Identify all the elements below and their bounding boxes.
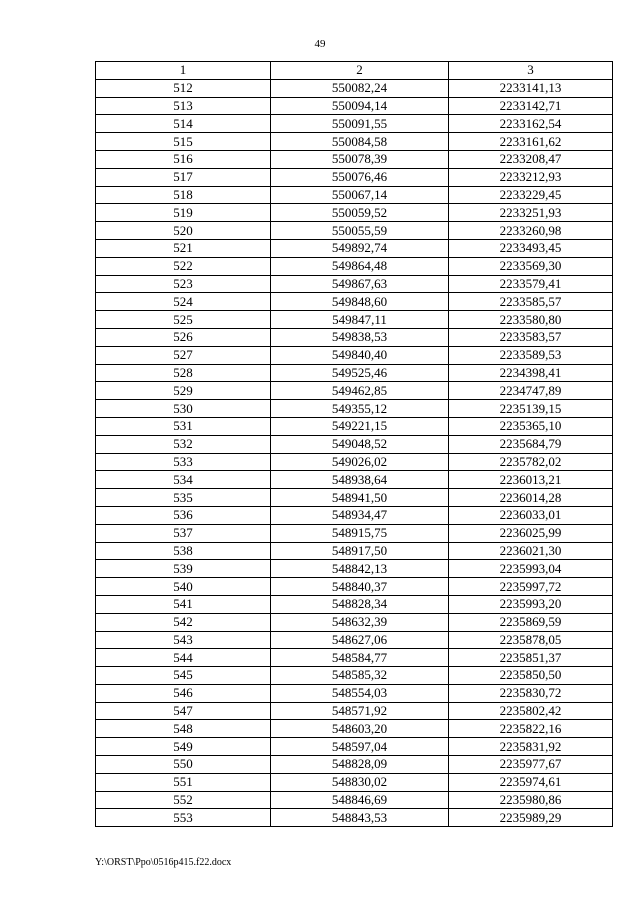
x-coordinate-cell: 550076,46 bbox=[271, 168, 449, 186]
x-coordinate-cell: 549462,85 bbox=[271, 382, 449, 400]
y-coordinate-cell: 2235782,02 bbox=[449, 453, 613, 471]
table-row bbox=[96, 204, 613, 222]
table-body bbox=[96, 79, 613, 826]
y-coordinate-cell: 2235977,67 bbox=[449, 756, 613, 774]
y-coordinate-cell: 2235831,92 bbox=[449, 738, 613, 756]
table-row bbox=[96, 702, 613, 720]
x-coordinate-cell: 548585,32 bbox=[271, 667, 449, 685]
y-coordinate-cell: 2236013,21 bbox=[449, 471, 613, 489]
point-number-cell: 515 bbox=[96, 133, 271, 151]
table-row bbox=[96, 382, 613, 400]
footer-file-path: Y:\ORST\Ppo\0516p415.f22.docx bbox=[95, 857, 232, 868]
y-coordinate-cell: 2233162,54 bbox=[449, 115, 613, 133]
x-coordinate-cell: 548597,04 bbox=[271, 738, 449, 756]
y-coordinate-cell: 2235365,10 bbox=[449, 417, 613, 435]
y-coordinate-cell: 2233569,30 bbox=[449, 257, 613, 275]
point-number-cell: 538 bbox=[96, 542, 271, 560]
x-coordinate-cell: 548584,77 bbox=[271, 649, 449, 667]
x-coordinate-cell: 549048,52 bbox=[271, 435, 449, 453]
y-coordinate-cell: 2233579,41 bbox=[449, 275, 613, 293]
y-coordinate-cell: 2233142,71 bbox=[449, 97, 613, 115]
point-number-cell: 551 bbox=[96, 773, 271, 791]
table-row bbox=[96, 738, 613, 756]
point-number-cell: 529 bbox=[96, 382, 271, 400]
y-coordinate-cell: 2236014,28 bbox=[449, 489, 613, 507]
table-row bbox=[96, 542, 613, 560]
x-coordinate-cell: 548941,50 bbox=[271, 489, 449, 507]
y-coordinate-cell: 2235878,05 bbox=[449, 631, 613, 649]
table-row bbox=[96, 364, 613, 382]
x-coordinate-cell: 550078,39 bbox=[271, 150, 449, 168]
x-coordinate-cell: 548571,92 bbox=[271, 702, 449, 720]
table-row bbox=[96, 79, 613, 97]
point-number-cell: 552 bbox=[96, 791, 271, 809]
x-coordinate-cell: 549864,48 bbox=[271, 257, 449, 275]
table-row bbox=[96, 453, 613, 471]
x-coordinate-cell: 548840,37 bbox=[271, 578, 449, 596]
page-number: 49 bbox=[314, 38, 326, 50]
y-coordinate-cell: 2233229,45 bbox=[449, 186, 613, 204]
x-coordinate-cell: 548915,75 bbox=[271, 524, 449, 542]
x-coordinate-cell: 549355,12 bbox=[271, 400, 449, 418]
y-coordinate-cell: 2235139,15 bbox=[449, 400, 613, 418]
x-coordinate-cell: 549848,60 bbox=[271, 293, 449, 311]
y-coordinate-cell: 2236025,99 bbox=[449, 524, 613, 542]
point-number-cell: 533 bbox=[96, 453, 271, 471]
y-coordinate-cell: 2233580,80 bbox=[449, 311, 613, 329]
y-coordinate-cell: 2233583,57 bbox=[449, 328, 613, 346]
x-coordinate-cell: 548846,69 bbox=[271, 791, 449, 809]
table-row bbox=[96, 222, 613, 240]
x-coordinate-cell: 549867,63 bbox=[271, 275, 449, 293]
y-coordinate-cell: 2233585,57 bbox=[449, 293, 613, 311]
point-number-cell: 544 bbox=[96, 649, 271, 667]
x-coordinate-cell: 548632,39 bbox=[271, 613, 449, 631]
x-coordinate-cell: 548627,06 bbox=[271, 631, 449, 649]
point-number-cell: 541 bbox=[96, 595, 271, 613]
table-row bbox=[96, 684, 613, 702]
column-header-1: 1 bbox=[96, 62, 271, 80]
point-number-cell: 520 bbox=[96, 222, 271, 240]
table-row bbox=[96, 489, 613, 507]
y-coordinate-cell: 2233589,53 bbox=[449, 346, 613, 364]
x-coordinate-cell: 548828,34 bbox=[271, 595, 449, 613]
table-row bbox=[96, 311, 613, 329]
table-row bbox=[96, 773, 613, 791]
y-coordinate-cell: 2233212,93 bbox=[449, 168, 613, 186]
point-number-cell: 523 bbox=[96, 275, 271, 293]
point-number-cell: 524 bbox=[96, 293, 271, 311]
point-number-cell: 521 bbox=[96, 239, 271, 257]
point-number-cell: 519 bbox=[96, 204, 271, 222]
table-row bbox=[96, 417, 613, 435]
table-row bbox=[96, 791, 613, 809]
x-coordinate-cell: 548938,64 bbox=[271, 471, 449, 489]
y-coordinate-cell: 2233141,13 bbox=[449, 79, 613, 97]
column-header-2: 2 bbox=[271, 62, 449, 80]
point-number-cell: 532 bbox=[96, 435, 271, 453]
point-number-cell: 546 bbox=[96, 684, 271, 702]
point-number-cell: 536 bbox=[96, 506, 271, 524]
point-number-cell: 527 bbox=[96, 346, 271, 364]
table-row bbox=[96, 346, 613, 364]
table-row bbox=[96, 275, 613, 293]
x-coordinate-cell: 548828,09 bbox=[271, 756, 449, 774]
table-row bbox=[96, 133, 613, 151]
table-row bbox=[96, 631, 613, 649]
x-coordinate-cell: 550082,24 bbox=[271, 79, 449, 97]
point-number-cell: 537 bbox=[96, 524, 271, 542]
table-row bbox=[96, 293, 613, 311]
x-coordinate-cell: 550094,14 bbox=[271, 97, 449, 115]
point-number-cell: 522 bbox=[96, 257, 271, 275]
table-row bbox=[96, 150, 613, 168]
table-row bbox=[96, 720, 613, 738]
y-coordinate-cell: 2233493,45 bbox=[449, 239, 613, 257]
y-coordinate-cell: 2235980,86 bbox=[449, 791, 613, 809]
point-number-cell: 549 bbox=[96, 738, 271, 756]
table-row bbox=[96, 667, 613, 685]
table-row bbox=[96, 595, 613, 613]
y-coordinate-cell: 2235684,79 bbox=[449, 435, 613, 453]
table-row bbox=[96, 471, 613, 489]
y-coordinate-cell: 2235989,29 bbox=[449, 809, 613, 827]
y-coordinate-cell: 2235993,04 bbox=[449, 560, 613, 578]
point-number-cell: 525 bbox=[96, 311, 271, 329]
x-coordinate-cell: 549847,11 bbox=[271, 311, 449, 329]
y-coordinate-cell: 2235802,42 bbox=[449, 702, 613, 720]
x-coordinate-cell: 550084,58 bbox=[271, 133, 449, 151]
point-number-cell: 513 bbox=[96, 97, 271, 115]
y-coordinate-cell: 2235822,16 bbox=[449, 720, 613, 738]
x-coordinate-cell: 548842,13 bbox=[271, 560, 449, 578]
point-number-cell: 530 bbox=[96, 400, 271, 418]
x-coordinate-cell: 550067,14 bbox=[271, 186, 449, 204]
point-number-cell: 548 bbox=[96, 720, 271, 738]
point-number-cell: 512 bbox=[96, 79, 271, 97]
y-coordinate-cell: 2235830,72 bbox=[449, 684, 613, 702]
y-coordinate-cell: 2233251,93 bbox=[449, 204, 613, 222]
table-row bbox=[96, 560, 613, 578]
point-number-cell: 534 bbox=[96, 471, 271, 489]
table-row bbox=[96, 613, 613, 631]
point-number-cell: 542 bbox=[96, 613, 271, 631]
point-number-cell: 516 bbox=[96, 150, 271, 168]
table-row bbox=[96, 257, 613, 275]
table-row bbox=[96, 328, 613, 346]
x-coordinate-cell: 548934,47 bbox=[271, 506, 449, 524]
table-row bbox=[96, 578, 613, 596]
column-header-3: 3 bbox=[449, 62, 613, 80]
point-number-cell: 553 bbox=[96, 809, 271, 827]
point-number-cell: 539 bbox=[96, 560, 271, 578]
point-number-cell: 535 bbox=[96, 489, 271, 507]
point-number-cell: 543 bbox=[96, 631, 271, 649]
x-coordinate-cell: 549892,74 bbox=[271, 239, 449, 257]
table-row bbox=[96, 168, 613, 186]
table-header-row bbox=[96, 62, 613, 80]
point-number-cell: 526 bbox=[96, 328, 271, 346]
point-number-cell: 550 bbox=[96, 756, 271, 774]
x-coordinate-cell: 549525,46 bbox=[271, 364, 449, 382]
point-number-cell: 518 bbox=[96, 186, 271, 204]
table-row bbox=[96, 400, 613, 418]
x-coordinate-cell: 548554,03 bbox=[271, 684, 449, 702]
y-coordinate-cell: 2234398,41 bbox=[449, 364, 613, 382]
x-coordinate-cell: 550091,55 bbox=[271, 115, 449, 133]
table-row bbox=[96, 649, 613, 667]
x-coordinate-cell: 549838,53 bbox=[271, 328, 449, 346]
y-coordinate-cell: 2235997,72 bbox=[449, 578, 613, 596]
x-coordinate-cell: 549221,15 bbox=[271, 417, 449, 435]
y-coordinate-cell: 2235974,61 bbox=[449, 773, 613, 791]
point-number-cell: 545 bbox=[96, 667, 271, 685]
table-row bbox=[96, 756, 613, 774]
y-coordinate-cell: 2234747,89 bbox=[449, 382, 613, 400]
y-coordinate-cell: 2235850,50 bbox=[449, 667, 613, 685]
x-coordinate-cell: 549840,40 bbox=[271, 346, 449, 364]
table-row bbox=[96, 186, 613, 204]
x-coordinate-cell: 548830,02 bbox=[271, 773, 449, 791]
table-row bbox=[96, 435, 613, 453]
x-coordinate-cell: 550055,59 bbox=[271, 222, 449, 240]
table-row bbox=[96, 239, 613, 257]
table-row bbox=[96, 524, 613, 542]
y-coordinate-cell: 2235993,20 bbox=[449, 595, 613, 613]
point-number-cell: 528 bbox=[96, 364, 271, 382]
point-number-cell: 547 bbox=[96, 702, 271, 720]
point-number-cell: 517 bbox=[96, 168, 271, 186]
y-coordinate-cell: 2236021,30 bbox=[449, 542, 613, 560]
x-coordinate-cell: 548603,20 bbox=[271, 720, 449, 738]
x-coordinate-cell: 548917,50 bbox=[271, 542, 449, 560]
table-row bbox=[96, 809, 613, 827]
point-number-cell: 514 bbox=[96, 115, 271, 133]
y-coordinate-cell: 2235851,37 bbox=[449, 649, 613, 667]
y-coordinate-cell: 2233208,47 bbox=[449, 150, 613, 168]
y-coordinate-cell: 2233260,98 bbox=[449, 222, 613, 240]
table-row bbox=[96, 115, 613, 133]
point-number-cell: 540 bbox=[96, 578, 271, 596]
y-coordinate-cell: 2233161,62 bbox=[449, 133, 613, 151]
coordinates-table bbox=[95, 61, 613, 827]
y-coordinate-cell: 2235869,59 bbox=[449, 613, 613, 631]
x-coordinate-cell: 548843,53 bbox=[271, 809, 449, 827]
y-coordinate-cell: 2236033,01 bbox=[449, 506, 613, 524]
table-row bbox=[96, 506, 613, 524]
x-coordinate-cell: 549026,02 bbox=[271, 453, 449, 471]
point-number-cell: 531 bbox=[96, 417, 271, 435]
table-row bbox=[96, 97, 613, 115]
x-coordinate-cell: 550059,52 bbox=[271, 204, 449, 222]
